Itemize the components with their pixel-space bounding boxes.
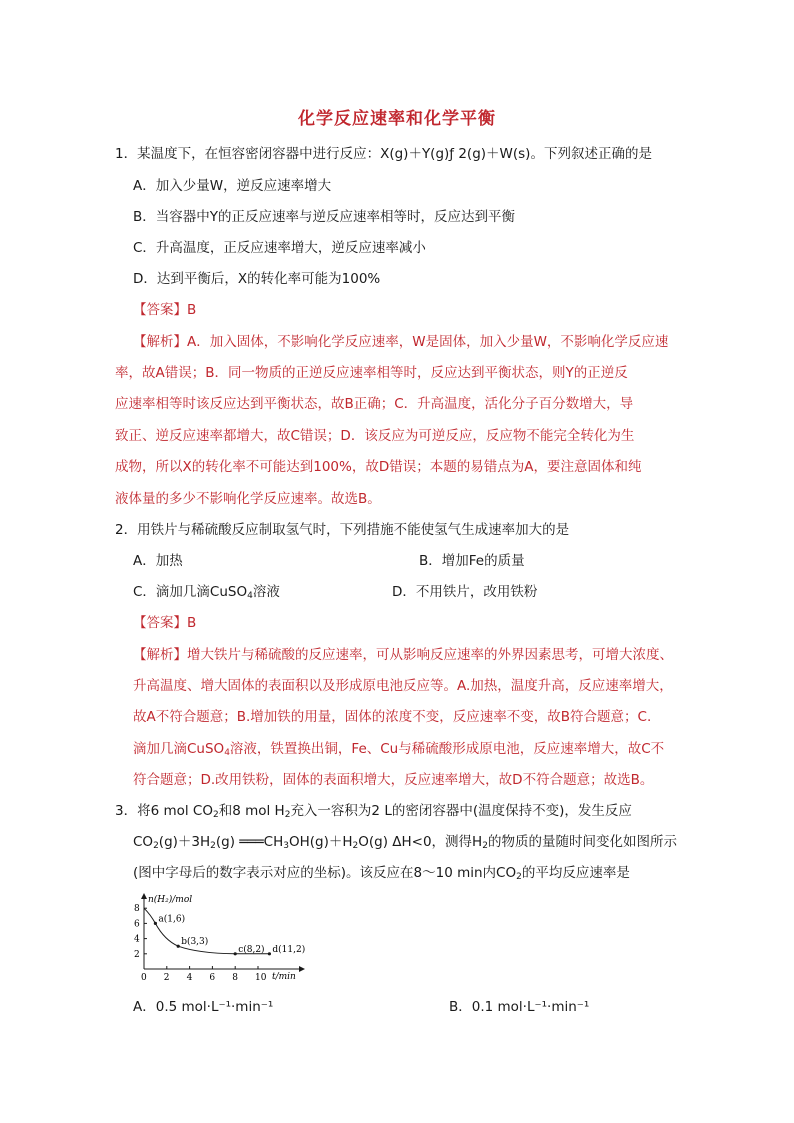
- q1-option-d: D．达到平衡后，X的转化率可能为100%: [133, 271, 381, 287]
- x-tick-label: 8: [232, 973, 238, 983]
- data-point-label: b(3,3): [181, 937, 209, 948]
- q2-answer: 【答案】B: [133, 615, 197, 631]
- data-points: [154, 913, 305, 955]
- q1-explanation-4: 致正、逆反应速率都增大，故C错误；D．该反应为可逆反应，反应物不能完全转化为生: [115, 428, 635, 444]
- q3-stem-line-1: 3．将6 mol $CO_2$和8 mol $H_2$充入一容积为2 L的密闭容器中(温度保持不变)，发生反应: [115, 803, 632, 820]
- q1-option-a: A．加入少量W，逆反应速率增大: [133, 178, 332, 194]
- page-title: 化学反应速率和化学平衡: [298, 109, 496, 129]
- x-tick-label: 10: [255, 973, 267, 983]
- q1-explanation-6: 液体量的多少不影响化学反应速率。故选B。: [115, 491, 381, 507]
- data-point-label: c(8,2): [238, 944, 265, 955]
- q1-stem: 1．某温度下，在恒容密闭容器中进行反应：X(g)＋Y(g)ƒ 2(g)＋W(s)。下列叙述正确的是: [115, 146, 652, 162]
- x-tick-label: 2: [163, 973, 170, 983]
- data-point-label: d(11,2): [272, 944, 306, 955]
- data-point: [177, 945, 180, 948]
- y-tick-label: 6: [134, 919, 140, 930]
- data-point-label: a(1,6): [158, 914, 186, 925]
- q3-option-b: B．0.1 mol·L⁻¹·min⁻¹: [449, 999, 590, 1015]
- q1-answer: 【答案】B: [133, 302, 197, 318]
- y-tick-label: 2: [134, 949, 140, 960]
- q3-option-a: A．0.5 mol·L⁻¹·min⁻¹: [133, 999, 274, 1015]
- q2-explanation-2: 升高温度、增大固体的表面积以及形成原电池反应等。A.加热，温度升高，反应速率增大，: [133, 678, 673, 694]
- data-point: [268, 952, 271, 955]
- q2-option-b: B．增加Fe的质量: [419, 553, 525, 569]
- h2-amount-chart: [128, 890, 328, 990]
- q3-equation-line: $CO_2(g)+3H_2(g)$ $═══CH_3OH(g)+H_2O(g)$ ΔH<0，测得$H_2$的物质的量随时间变化如图所示: [133, 834, 677, 851]
- y-tick-label: 4: [134, 934, 140, 945]
- data-point: [234, 952, 237, 955]
- q3-stem-line-3: (图中字母后的数字表示对应的坐标)。该反应在8～10 min内$CO_2$的平均反应速率是: [133, 865, 630, 882]
- q1-explanation-1: 【解析】A．加入固体，不影响化学反应速率，W是固体，加入少量W，不影响化学反应速: [133, 334, 669, 350]
- y-ticks: [134, 904, 147, 960]
- q2-explanation-3: 故A不符合题意；B.增加铁的用量，固体的浓度不变，反应速率不变，故B符合题意；C.: [133, 709, 652, 725]
- x-tick-label: 6: [209, 973, 216, 983]
- y-tick-label: 8: [134, 904, 140, 915]
- data-point: [154, 922, 157, 925]
- q1-option-b: B．当容器中Y的正反应速率与逆反应速率相等时，反应达到平衡: [133, 209, 516, 225]
- q1-explanation-5: 成物，所以X的转化率不可能达到100%，故D错误；本题的易错点为A，要注意固体和纯: [115, 459, 642, 475]
- x-axis-label: t/min: [272, 972, 296, 982]
- x-tick-label: 0: [141, 973, 147, 983]
- q2-option-d: D．不用铁片，改用铁粉: [392, 584, 538, 600]
- q2-explanation-4: 滴加几滴CuSO$_4$溶液，铁置换出铜，Fe、Cu与稀硫酸形成原电池，反应速率增大，故C不: [133, 741, 665, 758]
- x-tick-label: 4: [186, 973, 193, 983]
- y-axis-label: n(H₂)/mol: [148, 895, 193, 905]
- q2-explanation-5: 符合题意；D.改用铁粉，固体的表面积增大，反应速率增大，故D不符合题意；故选B。: [133, 772, 654, 788]
- q2-explanation-1: 【解析】增大铁片与稀硫酸的反应速率，可从影响反应速率的外界因素思考，可增大浓度、: [133, 647, 673, 663]
- q2-option-c: C．滴加几滴CuSO$_4$溶液: [133, 584, 280, 601]
- q1-explanation-2: 率，故A错误；B．同一物质的正逆反应速率相等时，反应达到平衡状态，则Y的正逆反: [115, 365, 628, 381]
- q1-option-c: C．升高温度，正反应速率增大，逆反应速率减小: [133, 240, 426, 256]
- q2-stem: 2．用铁片与稀硫酸反应制取氢气时，下列措施不能使氢气生成速率加大的是: [115, 522, 570, 538]
- q1-explanation-3: 应速率相等时该反应达到平衡状态，故B正确；C．升高温度，活化分子百分数增大，导: [115, 396, 634, 412]
- q2-option-a: A．加热: [133, 553, 183, 569]
